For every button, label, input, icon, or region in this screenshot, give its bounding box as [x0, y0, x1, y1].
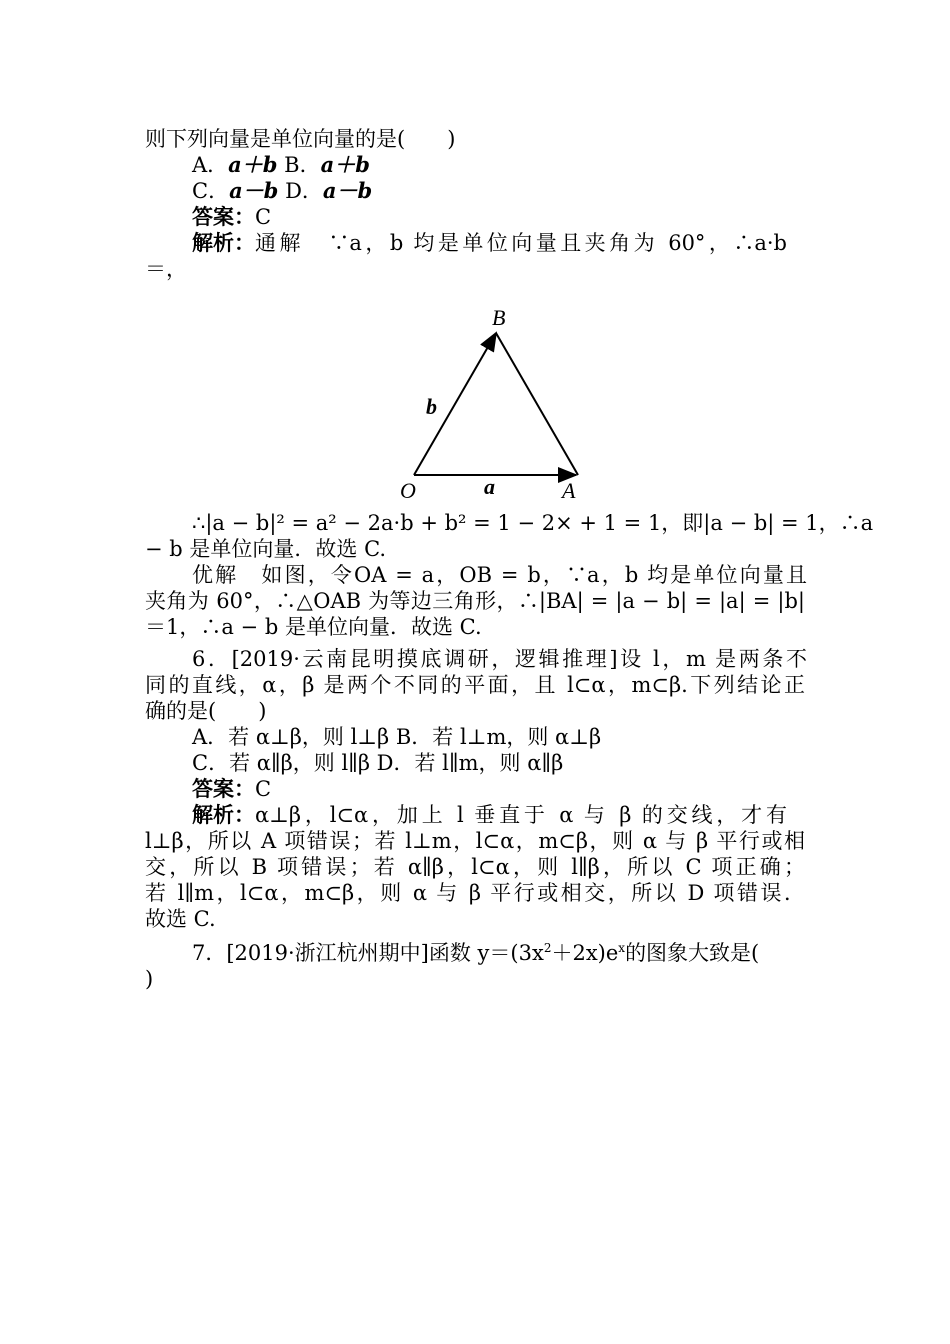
- q7-stem-mid: ＋2x)e: [551, 941, 619, 965]
- q6-answer: [192, 776, 807, 802]
- q5-analysis-line2: ＝，: [145, 257, 187, 281]
- q5-option-b-label: B．: [284, 153, 321, 177]
- q5-option-c-label: C．: [192, 179, 230, 203]
- vector-triangle-figure: [392, 305, 592, 505]
- q6-analysis-line2: l⊥β，所以 A 项错误；若 l⊥m，l⊂α，m⊂β，则 α 与 β 平行或相: [145, 829, 805, 853]
- q5-answer-value: C: [255, 205, 272, 229]
- label-a: A: [562, 478, 576, 503]
- q7-stem-post: 的图象大致是(: [625, 941, 760, 965]
- q6-analysis-line1: [192, 802, 807, 828]
- q5-alt-line1: 优解 如图，令OA = a，OB = b，∵a，b 均是单位向量且: [192, 563, 807, 587]
- label-vector-a: a: [484, 474, 495, 499]
- q5-answer: [192, 204, 807, 230]
- q5-alt-line2: 夹角为 60°，∴△OAB 为等边三角形，∴|BA| = |a − b| = |a| = |b|: [145, 589, 805, 613]
- q5-analysis-line1: [192, 230, 807, 256]
- label-vector-b: b: [426, 394, 437, 419]
- q5-analysis-label: 解析：: [192, 231, 255, 255]
- q6-answer-value: C: [255, 777, 272, 801]
- q5-therefore-line2: − b 是单位向量．故选 C.: [145, 537, 387, 561]
- q5-options-cd: [192, 178, 807, 204]
- q6-stem-line1: 6．[2019·云南昆明摸底调研，逻辑推理]设 l，m 是两条不: [192, 647, 807, 671]
- q5-option-a-label: A．: [192, 153, 229, 177]
- q5-option-d-expr: a－b: [322, 178, 373, 203]
- q6-stem-line3: 确的是( ): [145, 699, 267, 723]
- q7-stem-pre: 7．[2019·浙江杭州期中]函数 y＝(3x: [192, 941, 544, 965]
- label-o: O: [400, 478, 416, 503]
- q7-stem-line1: [192, 940, 807, 966]
- q6-analysis-line3: 交，所以 B 项错误；若 α∥β，l⊂α，则 l∥β，所以 C 项正确；: [145, 855, 805, 879]
- q6-analysis-text: α⊥β，l⊂α，加上 l 垂直于 α 与 β 的交线，才有: [255, 803, 787, 827]
- q5-alt-line3: ＝1，∴a − b 是单位向量．故选 C.: [145, 615, 482, 639]
- q5-answer-label: 答案：: [192, 205, 255, 229]
- label-b: B: [492, 305, 506, 330]
- q6-answer-label: 答案：: [192, 777, 255, 801]
- q5-option-d-label: D．: [285, 179, 323, 203]
- q5-option-c-expr: a－b: [229, 178, 279, 203]
- q5-therefore-line1: ∴|a − b|² = a² − 2a·b + b² = 1 − 2× + 1 = 1，即|a − b| = 1，∴a: [192, 511, 874, 535]
- q7-superscript-2: 2: [543, 941, 552, 955]
- q6-analysis-line5: 故选 C.: [145, 907, 216, 931]
- side-ba-line: [496, 333, 578, 475]
- q5-option-b-expr: a＋b: [320, 152, 370, 177]
- q7-stem-line2: ): [145, 967, 154, 991]
- q6-options-ab: A．若 α⊥β，则 l⊥β B．若 l⊥m，则 α⊥β: [192, 725, 602, 749]
- q5-option-a-expr: a＋b: [228, 152, 278, 177]
- q6-options-cd: C．若 α∥β，则 l∥β D．若 l∥m，则 α∥β: [192, 751, 564, 775]
- q5-options-ab: [192, 152, 807, 178]
- q6-stem-line2: 同的直线，α，β 是两个不同的平面，且 l⊂α，m⊂β.下列结论正: [145, 673, 805, 697]
- q7-superscript-x: x: [618, 941, 626, 955]
- q5-analysis-text: 通解 ∵a，b 均是单位向量且夹角为 60°，∴a·b: [255, 231, 787, 255]
- q6-analysis-line4: 若 l∥m，l⊂α，m⊂β，则 α 与 β 平行或相交，所以 D 项错误．: [145, 881, 805, 905]
- q5-stem-tail: 则下列向量是单位向量的是( ): [145, 127, 456, 151]
- q6-analysis-label: 解析：: [192, 803, 255, 827]
